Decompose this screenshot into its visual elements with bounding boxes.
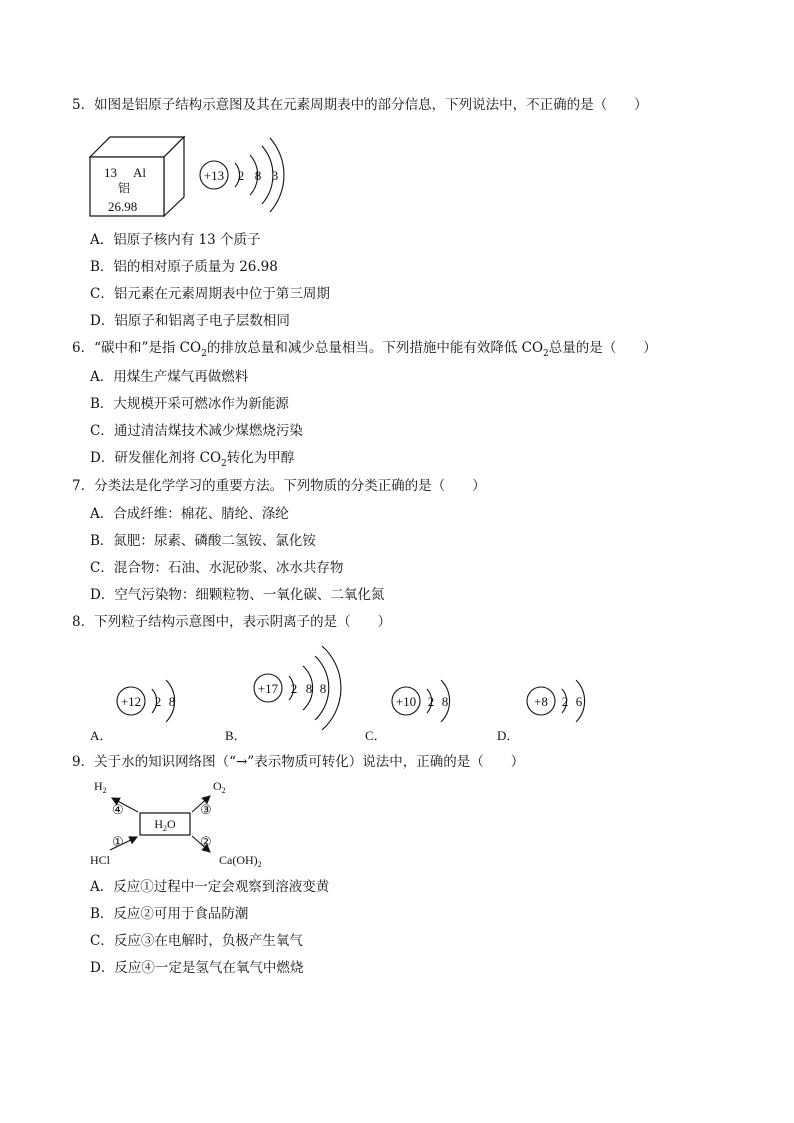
q7-option-b[interactable]: B．氮肥：尿素、磷酸二氢铵、氯化铵 bbox=[90, 533, 316, 549]
q6-option-c[interactable]: C．通过清洁煤技术减少煤燃烧污染 bbox=[90, 423, 303, 439]
q6-option-d[interactable]: D．研发催化剂将 $CO_2$转化为甲醇 bbox=[90, 450, 295, 469]
option-label: A． bbox=[90, 728, 113, 743]
shell-electrons: 8 bbox=[168, 694, 176, 709]
q5-option-c[interactable]: C．铝元素在元素周期表中位于第三周期 bbox=[90, 286, 330, 302]
atomic-number: 13 bbox=[104, 165, 117, 180]
caoh2-label: $Ca(OH)_2$ bbox=[219, 853, 262, 869]
hcl-label: HCl bbox=[90, 853, 111, 867]
particle-d[interactable] bbox=[497, 680, 585, 743]
nucleus-charge: +10 bbox=[395, 694, 417, 709]
q5-option-b[interactable]: B．铝的相对原子质量为 26.98 bbox=[90, 259, 278, 275]
q9-stem: 9．关于水的知识网络图（“→”表示物质可转化）说法中，正确的是（ ） bbox=[72, 754, 525, 770]
o2-label: $O_2$ bbox=[213, 779, 226, 795]
q9-option-b[interactable]: B．反应②可用于食品防潮 bbox=[90, 906, 249, 922]
option-label: C． bbox=[365, 728, 387, 743]
q9-option-a[interactable]: A．反应①过程中一定会观察到溶液变黄 bbox=[90, 879, 330, 895]
atomic-mass: 26.98 bbox=[108, 199, 138, 214]
al-atom-diagram bbox=[200, 138, 284, 212]
shell-electrons: 2 bbox=[427, 694, 435, 709]
nucleus-charge: +12 bbox=[120, 694, 142, 709]
shell-electrons: 2 bbox=[561, 694, 569, 709]
shell-electrons: 8 bbox=[319, 681, 327, 696]
q5-option-a[interactable]: A．铝原子核内有 13 个质子 bbox=[90, 232, 261, 248]
q6-option-b[interactable]: B．大规模开采可燃冰作为新能源 bbox=[90, 396, 289, 412]
element-symbol: Al bbox=[133, 165, 146, 180]
reaction-number: ④ bbox=[112, 802, 124, 817]
water-formula: $H_2O$ bbox=[154, 817, 176, 833]
nucleus-charge: +13 bbox=[203, 168, 225, 183]
q7-option-d[interactable]: D．空气污染物：细颗粒物、一氧化碳、二氧化氮 bbox=[90, 587, 385, 603]
q6-option-a[interactable]: A．用煤生产煤气再做燃料 bbox=[90, 369, 249, 385]
reaction-number: ② bbox=[200, 834, 212, 849]
q8-stem: 8．下列粒子结构示意图中，表示阴离子的是（ ） bbox=[72, 614, 392, 630]
q7-stem: 7．分类法是化学学习的重要方法。下列物质的分类正确的是（ ） bbox=[72, 478, 486, 494]
option-label: B． bbox=[225, 728, 247, 743]
q9-option-d[interactable]: D．反应④一定是氢气在氧气中燃烧 bbox=[90, 960, 304, 976]
q7-option-c[interactable]: C．混合物：石油、水泥砂浆、冰水共存物 bbox=[90, 560, 344, 576]
shell-electrons: 8 bbox=[305, 681, 313, 696]
q8-particles bbox=[86, 640, 606, 745]
particle-a[interactable] bbox=[90, 680, 175, 743]
nucleus-charge: +8 bbox=[534, 694, 548, 709]
element-name: 铝 bbox=[118, 181, 131, 195]
q5-figure bbox=[86, 128, 296, 220]
shell-electrons: 2 bbox=[290, 681, 298, 696]
q9-option-c[interactable]: C．反应③在电解时，负极产生氧气 bbox=[90, 933, 303, 949]
reaction-number: ③ bbox=[200, 802, 212, 817]
reaction-number: ① bbox=[112, 834, 124, 849]
shell-electrons: 8 bbox=[254, 168, 262, 183]
element-cell bbox=[90, 137, 184, 216]
q5-option-d[interactable]: D．铝原子和铝离子电子层数相同 bbox=[90, 313, 290, 329]
q6-stem: 6．“碳中和”是指 $CO_2$的排放总量和减少总量相当。下列措施中能有效降低 $CO_2$总量的是（ ） bbox=[72, 340, 657, 359]
q7-option-a[interactable]: A．合成纤维：棉花、腈纶、涤纶 bbox=[90, 506, 289, 522]
q5-stem: 5．如图是铝原子结构示意图及其在元素周期表中的部分信息，下列说法中，不正确的是（ ） bbox=[72, 97, 648, 113]
shell-electrons: 8 bbox=[441, 694, 449, 709]
shell-electrons: 2 bbox=[154, 694, 162, 709]
particle-c[interactable] bbox=[365, 680, 450, 743]
q9-water-network-diagram bbox=[86, 776, 286, 874]
nucleus-charge: +17 bbox=[257, 681, 279, 696]
shell-electrons: 2 bbox=[237, 168, 245, 183]
h2-label: $H_2$ bbox=[94, 779, 107, 795]
option-label: D． bbox=[497, 728, 520, 743]
shell-electrons: 6 bbox=[575, 694, 583, 709]
shell-electrons: 3 bbox=[271, 168, 279, 183]
particle-b[interactable] bbox=[225, 646, 341, 743]
